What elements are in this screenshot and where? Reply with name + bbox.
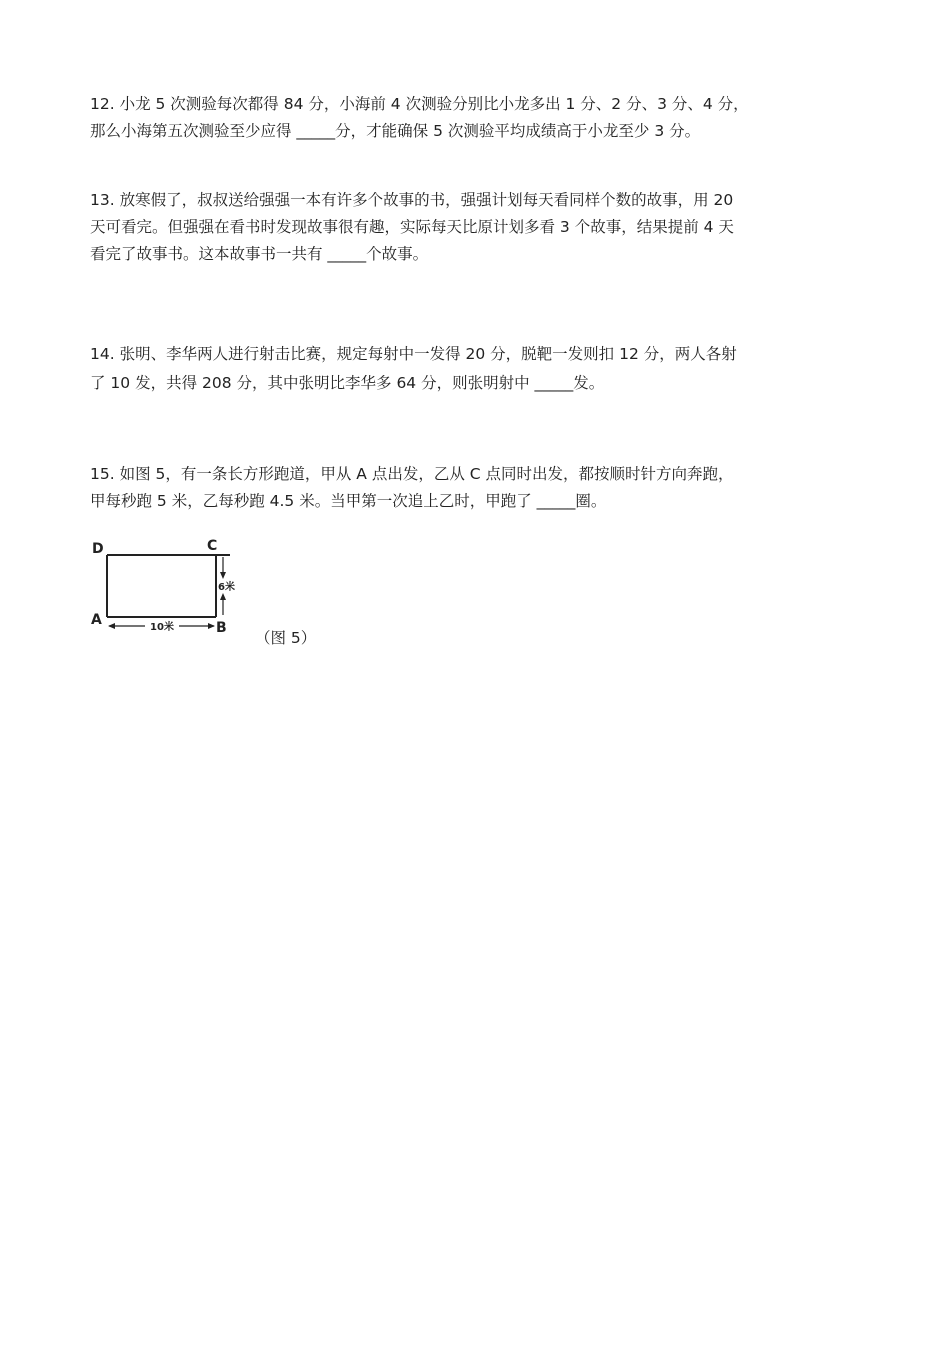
corner-label-c: C	[207, 538, 218, 554]
width-arrow-right	[208, 623, 215, 629]
height-arrow-down	[220, 572, 226, 579]
question-14	[90, 340, 870, 398]
corner-label-a: A	[91, 612, 102, 628]
width-label: 10米	[150, 622, 174, 633]
figure-caption: （图 5）	[255, 629, 317, 647]
question-12-line-2: 那么小海第五次测验至少应得 _____分，才能确保 5 次测验平均成绩高于小龙至少 3 分。	[90, 122, 701, 140]
corner-label-d: D	[92, 541, 104, 557]
question-12-line-1: 12. 小龙 5 次测验每次都得 84 分，小海前 4 次测验分别比小龙多出 1 分、2 分、3 分、4 分，	[90, 95, 749, 113]
question-13-line-1: 13. 放寒假了，叔叔送给强强一本有许多个故事的书，强强计划每天看同样个数的故事，用 20	[90, 191, 734, 209]
question-14-line-2: 了 10 发，共得 208 分，其中张明比李华多 64 分，则张明射中 _____发。	[90, 374, 605, 392]
width-arrow-left	[108, 623, 115, 629]
height-label: 6米	[218, 582, 235, 593]
question-13-line-2: 天可看完。但强强在看书时发现故事很有趣，实际每天比原计划多看 3 个故事，结果提前 4 天	[90, 218, 734, 236]
question-13	[90, 187, 870, 268]
question-15-line-1: 15. 如图 5，有一条长方形跑道，甲从 A 点出发，乙从 C 点同时出发，都按顺时针方向奔跑，	[90, 465, 734, 483]
track-diagram	[90, 535, 250, 645]
question-15	[90, 461, 870, 515]
question-15-line-2: 甲每秒跑 5 米，乙每秒跑 4.5 米。当甲第一次追上乙时，甲跑了 _____圈。	[90, 492, 607, 510]
question-12	[90, 91, 870, 145]
height-arrow-up	[220, 593, 226, 600]
question-14-line-1: 14. 张明、李华两人进行射击比赛，规定每射中一发得 20 分，脱靶一发则扣 12 分，两人各射	[90, 345, 737, 363]
question-13-line-3: 看完了故事书。这本故事书一共有 _____个故事。	[90, 245, 429, 263]
corner-label-b: B	[216, 620, 227, 636]
